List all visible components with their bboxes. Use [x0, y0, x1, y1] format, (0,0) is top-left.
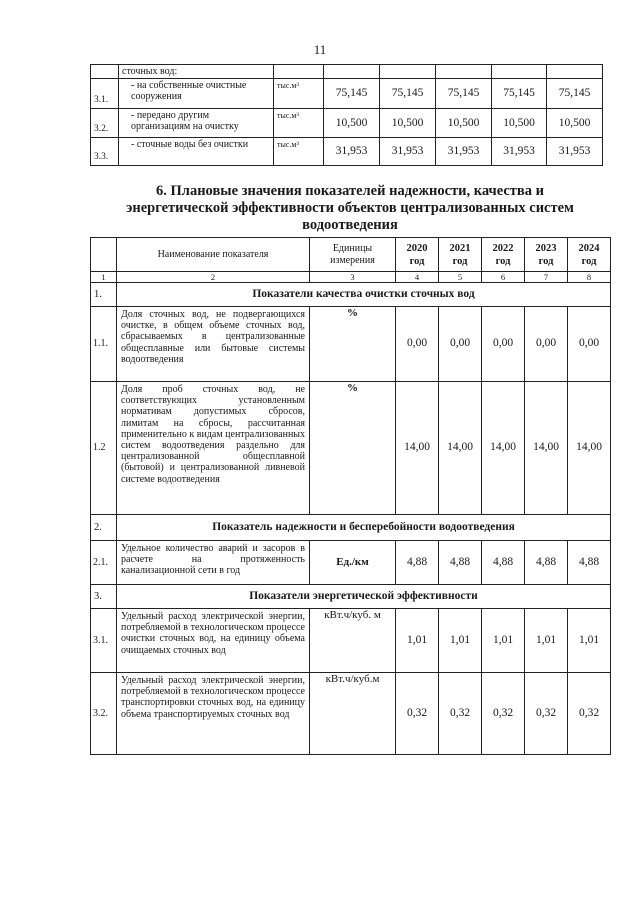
- partial-label: сточных вод:: [119, 65, 274, 79]
- section-row: [91, 515, 611, 541]
- section-title: Показатели энергетической эффективности: [117, 585, 611, 609]
- row-value: 1,01: [525, 609, 568, 673]
- section-row: [91, 283, 611, 307]
- row-value: 14,00: [568, 382, 611, 515]
- column-index: 1: [91, 272, 117, 283]
- header-year: 2023 год: [525, 238, 568, 272]
- section-heading: 6. Плановые значения показателей надежности, качества и энергетической эффективности объектов централизованных систем водоотведения: [126, 183, 574, 233]
- header-name: Наименование показателя: [117, 238, 310, 272]
- page-number: 11: [313, 42, 327, 57]
- row-value: 75,145: [436, 79, 492, 109]
- section-title: Показатель надежности и бесперебойности водоотведения: [117, 515, 611, 541]
- row-name: - сточные воды без очистки: [119, 138, 274, 166]
- row-value: 31,953: [492, 138, 547, 166]
- row-value: 4,88: [439, 541, 482, 585]
- row-unit: тыс.м³: [274, 109, 324, 138]
- row-unit: тыс.м³: [274, 138, 324, 166]
- row-number: 1.1.: [91, 307, 117, 382]
- row-value: 4,88: [482, 541, 525, 585]
- row-value: 0,00: [439, 307, 482, 382]
- row-unit: Ед./км: [310, 541, 396, 585]
- row-value: 0,32: [568, 673, 611, 755]
- section-title: Показатели качества очистки сточных вод: [117, 283, 611, 307]
- row-name: Удельное количество аварий и засоров в расчете на протяженность канализационной сети в год: [117, 541, 310, 585]
- indicators-table: [90, 237, 611, 755]
- row-value: 0,00: [525, 307, 568, 382]
- row-value: 1,01: [568, 609, 611, 673]
- row-number: 3.2.: [91, 673, 117, 755]
- row-name: Доля проб сточных вод, не соответствующих установленным нормативам допустимых сбросов, лимитам на сбросы, рассчитанная применительно к видам централизованных систем водоотведения раздельно для централизованной общесплавной (бытовой) и централизованной ливневой системе водоотведения: [117, 382, 310, 515]
- row-value: 14,00: [525, 382, 568, 515]
- section-number: 1.: [91, 283, 117, 307]
- row-value: 31,953: [436, 138, 492, 166]
- row-value: 1,01: [396, 609, 439, 673]
- table-row: [91, 307, 611, 382]
- top-continuation-table: [90, 64, 603, 166]
- row-name: Доля сточных вод, не подвергающихся очистке, в общем объеме сточных вод, сбрасываемых в централизованные общесплавные или бытовые системы водоотведения: [117, 307, 310, 382]
- row-value: 1,01: [439, 609, 482, 673]
- row-value: 4,88: [396, 541, 439, 585]
- row-value: 10,500: [380, 109, 436, 138]
- row-value: 75,145: [492, 79, 547, 109]
- column-index: 4: [396, 272, 439, 283]
- table-row: [91, 609, 611, 673]
- row-value: 10,500: [324, 109, 380, 138]
- column-index: 5: [439, 272, 482, 283]
- row-value: 0,00: [396, 307, 439, 382]
- row-name: Удельный расход электрической энергии, потребляемой в технологическом процессе очистки сточных вод, на единицу объема очищаемых сточных вод: [117, 609, 310, 673]
- column-index: 6: [482, 272, 525, 283]
- row-value: 4,88: [525, 541, 568, 585]
- column-index: 3: [310, 272, 396, 283]
- row-number: 3.1.: [91, 609, 117, 673]
- row-value: 0,00: [568, 307, 611, 382]
- row-value: 0,32: [396, 673, 439, 755]
- row-unit: кВт.ч/куб.м: [310, 673, 396, 755]
- column-index: 2: [117, 272, 310, 283]
- row-name: Удельный расход электрической энергии, потребляемой в технологическом процессе транспортировки сточных вод, на единицу объема транспортируемых сточных вод: [117, 673, 310, 755]
- row-value: 10,500: [436, 109, 492, 138]
- row-value: 75,145: [324, 79, 380, 109]
- row-number: 3.2.: [91, 109, 119, 138]
- row-value: 31,953: [380, 138, 436, 166]
- row-unit: тыс.м³: [274, 79, 324, 109]
- row-value: 1,01: [482, 609, 525, 673]
- section-row: [91, 585, 611, 609]
- section-number: 2.: [91, 515, 117, 541]
- index-row: [91, 272, 611, 283]
- table-row: [91, 65, 603, 79]
- header-year: 2021 год: [439, 238, 482, 272]
- row-unit: кВт.ч/куб. м: [310, 609, 396, 673]
- section-number: 3.: [91, 585, 117, 609]
- row-name: - на собственные очистные сооружения: [119, 79, 274, 109]
- row-value: 14,00: [439, 382, 482, 515]
- table-row: [91, 673, 611, 755]
- header-row: [91, 238, 611, 272]
- header-year: 2024 год: [568, 238, 611, 272]
- table-row: [91, 138, 603, 166]
- row-value: 31,953: [324, 138, 380, 166]
- column-index: 7: [525, 272, 568, 283]
- row-value: 10,500: [547, 109, 603, 138]
- row-number: 1.2: [91, 382, 117, 515]
- table-row: [91, 79, 603, 109]
- table-row: [91, 382, 611, 515]
- row-number: 3.3.: [91, 138, 119, 166]
- row-number: 2.1.: [91, 541, 117, 585]
- row-value: 14,00: [396, 382, 439, 515]
- row-number: 3.1.: [91, 79, 119, 109]
- header-year: 2022 год: [482, 238, 525, 272]
- header-unit: Единицы измерения: [310, 238, 396, 272]
- row-unit: %: [310, 307, 396, 382]
- row-unit: %: [310, 382, 396, 515]
- row-value: 14,00: [482, 382, 525, 515]
- row-value: 31,953: [547, 138, 603, 166]
- table-row: [91, 541, 611, 585]
- table-row: [91, 109, 603, 138]
- row-value: 4,88: [568, 541, 611, 585]
- row-value: 0,00: [482, 307, 525, 382]
- column-index: 8: [568, 272, 611, 283]
- row-name: - передано другим организациям на очистку: [119, 109, 274, 138]
- row-value: 0,32: [439, 673, 482, 755]
- header-year: 2020 год: [396, 238, 439, 272]
- row-value: 0,32: [525, 673, 568, 755]
- row-value: 10,500: [492, 109, 547, 138]
- row-value: 75,145: [547, 79, 603, 109]
- row-value: 0,32: [482, 673, 525, 755]
- row-value: 75,145: [380, 79, 436, 109]
